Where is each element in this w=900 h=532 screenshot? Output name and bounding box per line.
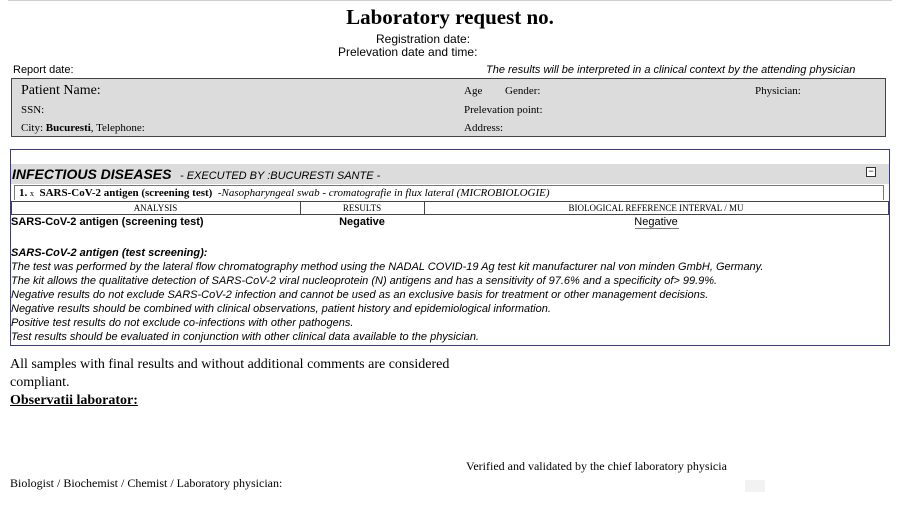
biologist-signature-label: Biologist / Biochemist / Chemist / Laboratory physician: [10,476,283,490]
row-reference: Negative [634,216,678,228]
description-line: Test results should be evaluated in conjunction with other clinical data available to the physician. [11,331,479,343]
description-line: Negative results should be combined with clinical observations, patient history and epidemiological information. [11,303,551,315]
prelevation-date-time: Prelevation date and time: [338,45,478,59]
city-value: Bucuresti [45,122,91,134]
verified-by: Verified and validated by the chief laboratory physicia [466,459,727,473]
observations-heading: Observatii laborator: [10,393,138,408]
reference-underline [635,228,679,229]
description-line: The test was performed by the lateral flow chromatography method using the NADAL COVID-19 Ag test kit manufacturer nal von minden GmbH, Germany. [11,261,764,273]
test-line [14,185,884,200]
row-analysis: SARS-CoV-2 antigen (screening test) [11,216,204,228]
header-reference: BIOLOGICAL REFERENCE INTERVAL / MU [568,203,744,213]
age-label: Age [464,85,483,97]
test-marker: x [30,189,34,198]
gender-label: Gender: [505,85,541,97]
city-label: City: [21,122,44,134]
header-analysis: ANALYSIS [133,203,178,213]
telephone-label: , Telephone: [90,122,145,134]
prelevation-point-label: Prelevation point: [464,104,543,116]
test-number: 1. [19,187,28,199]
description-title: SARS-CoV-2 antigen (test screening): [11,247,208,259]
test-method: -Nasopharyngeal swab - cromatografie in flux lateral (MICROBIOLOGIE) [217,187,550,199]
header-results: RESULTS [342,203,382,213]
test-name: SARS-CoV-2 antigen (screening test) [39,187,213,199]
table-divider [888,201,889,215]
description-line: Positive test results do not exclude co-infections with other pathogens. [11,317,354,329]
section-subtitle: - EXECUTED BY :BUCURESTI SANTE - [180,170,381,182]
interpretation-note: The results will be interpreted in a clinical context by the attending physician [486,64,856,76]
compliance-note-line1: All samples with final results and without additional comments are considered [10,357,450,372]
description-line: Negative results do not exclude SARS-CoV-2 infection and cannot be used as an exclusive basis for treatment or other management decisions. [11,289,709,301]
stamp-mark [745,480,765,492]
patient-name-label: Patient Name: [21,83,101,98]
collapse-button[interactable]: − [866,167,876,177]
ssn-label: SSN: [21,104,45,116]
compliance-note-line2: compliant. [10,375,70,390]
page-title: Laboratory request no. [346,5,554,29]
top-divider [8,0,892,1]
physician-label: Physician: [755,85,801,97]
city-telephone [21,122,145,134]
row-result: Negative [339,216,385,228]
registration-date: Registration date: [376,32,471,46]
section-title: INFECTIOUS DISEASES [12,166,172,182]
report-date: Report date: [13,64,74,76]
description-line: The kit allows the qualitative detection of SARS-CoV-2 viral nucleoprotein (N) antigens and has a sensitivity of 97.6% and a specificity of> 99.9%. [11,275,718,287]
address-label: Address: [464,122,504,134]
